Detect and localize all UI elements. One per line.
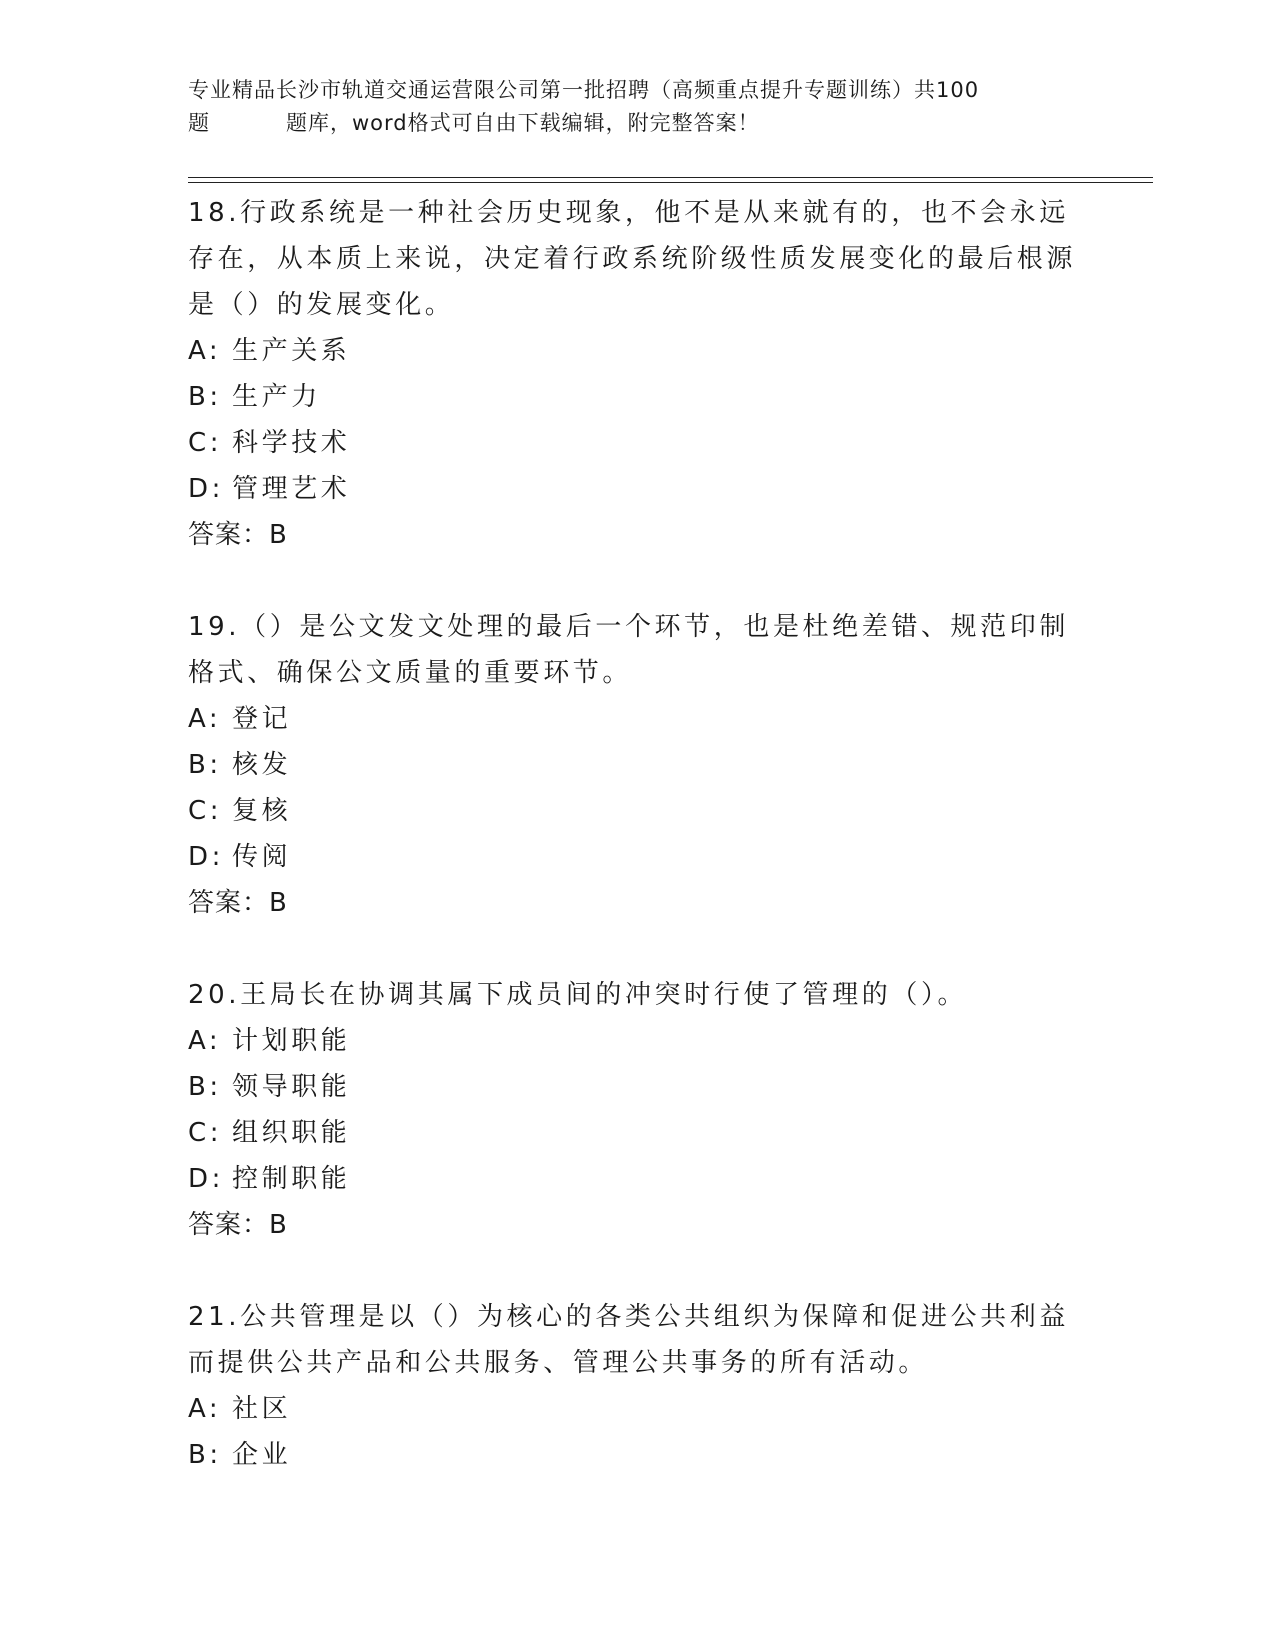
- question-text: 21.公共管理是以（）为核心的各类公共组织为保障和促进公共利益而提供公共产品和公共服务、管理公共事务的所有活动。: [188, 1302, 1069, 1378]
- option-key: C:: [188, 428, 223, 458]
- option-text: 领导职能: [232, 1072, 351, 1102]
- option-d: [188, 466, 1088, 512]
- option-a: [188, 1018, 1088, 1064]
- option-c: [188, 420, 1088, 466]
- header-line-2: [188, 107, 1098, 140]
- option-text: 生产关系: [232, 336, 351, 366]
- option-key: D:: [188, 1164, 224, 1194]
- question-list: [188, 190, 1088, 1524]
- option-key: D:: [188, 474, 224, 504]
- answer: 答案：B: [188, 1210, 288, 1240]
- header-line-2-lead: 题: [188, 111, 210, 135]
- option-key: A:: [188, 704, 222, 734]
- document-header: [188, 74, 1098, 140]
- option-a: [188, 1386, 1088, 1432]
- option-text: 复核: [232, 796, 292, 826]
- option-b: [188, 1432, 1088, 1478]
- option-text: 传阅: [232, 842, 292, 872]
- question-19: [188, 604, 1088, 926]
- option-key: C:: [188, 1118, 223, 1148]
- option-text: 生产力: [232, 382, 321, 412]
- option-key: B:: [188, 750, 222, 780]
- question-text: 18.行政系统是一种社会历史现象，他不是从来就有的，也不会永远存在，从本质上来说，决定着行政系统阶级性质发展变化的最后根源是（）的发展变化。: [188, 198, 1077, 320]
- option-key: D:: [188, 842, 224, 872]
- option-key: B:: [188, 1440, 222, 1470]
- question-20: [188, 972, 1088, 1248]
- option-a: [188, 328, 1088, 374]
- header-divider-bottom: [188, 182, 1153, 183]
- option-key: A:: [188, 1394, 222, 1424]
- header-line-1: 专业精品长沙市轨道交通运营限公司第一批招聘（高频重点提升专题训练）共100: [188, 78, 980, 102]
- option-text: 管理艺术: [232, 474, 351, 504]
- option-c: [188, 788, 1088, 834]
- option-text: 登记: [232, 704, 292, 734]
- option-key: C:: [188, 796, 223, 826]
- option-d: [188, 834, 1088, 880]
- option-key: B:: [188, 382, 222, 412]
- answer: 答案：B: [188, 520, 288, 550]
- option-c: [188, 1110, 1088, 1156]
- option-b: [188, 742, 1088, 788]
- option-text: 计划职能: [232, 1026, 351, 1056]
- header-divider-top: [188, 177, 1153, 178]
- option-b: [188, 1064, 1088, 1110]
- question-text: 19.（）是公文发文处理的最后一个环节，也是杜绝差错、规范印制格式、确保公文质量的重要环节。: [188, 612, 1069, 688]
- option-text: 社区: [232, 1394, 292, 1424]
- option-text: 科学技术: [232, 428, 351, 458]
- option-key: B:: [188, 1072, 222, 1102]
- option-key: A:: [188, 1026, 222, 1056]
- option-text: 核发: [232, 750, 292, 780]
- question-21: [188, 1294, 1088, 1478]
- option-a: [188, 696, 1088, 742]
- option-d: [188, 1156, 1088, 1202]
- question-18: [188, 190, 1088, 558]
- option-text: 企业: [232, 1440, 292, 1470]
- answer: 答案：B: [188, 888, 288, 918]
- option-text: 控制职能: [232, 1164, 351, 1194]
- header-line-2-text: 题库，word格式可自由下载编辑，附完整答案！: [286, 111, 760, 135]
- option-text: 组织职能: [232, 1118, 351, 1148]
- option-key: A:: [188, 336, 222, 366]
- question-text: 20.王局长在协调其属下成员间的冲突时行使了管理的（）。: [188, 980, 968, 1010]
- option-b: [188, 374, 1088, 420]
